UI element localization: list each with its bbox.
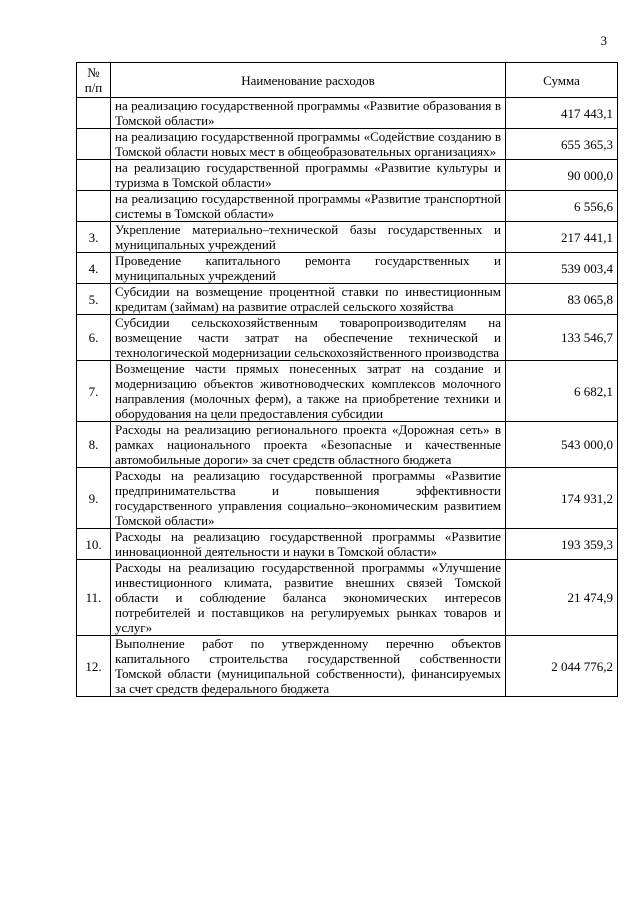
table-header-row — [77, 63, 618, 98]
row-name: на реализацию государственной программы «Развитие культуры и туризма в Томской области» — [111, 160, 506, 191]
row-sum: 655 365,3 — [506, 129, 618, 160]
table-row — [77, 284, 618, 315]
row-sum: 83 065,8 — [506, 284, 618, 315]
row-name: Субсидии сельскохозяйственным товаропроизводителям на возмещение части затрат на обеспечение технической и технологической модернизации сельскохозяйственного производства — [111, 315, 506, 361]
row-number: 10. — [77, 529, 111, 560]
row-sum: 539 003,4 — [506, 253, 618, 284]
header-number: № п/п — [77, 63, 111, 98]
row-sum: 543 000,0 — [506, 422, 618, 468]
row-name: на реализацию государственной программы «Содействие созданию в Томской области новых мест в общеобразовательных организациях» — [111, 129, 506, 160]
row-number — [77, 129, 111, 160]
table-row — [77, 361, 618, 422]
table-row — [77, 222, 618, 253]
row-number: 4. — [77, 253, 111, 284]
page-number: 3 — [600, 33, 607, 48]
row-name: Укрепление материально–технической базы государственных и муниципальных учреждений — [111, 222, 506, 253]
row-name: Выполнение работ по утвержденному перечню объектов капитального строительства государственной собственности Томской области (муниципальной собственности), финансируемых за счет средств федерального бюджета — [111, 636, 506, 697]
table-row — [77, 468, 618, 529]
row-number: 7. — [77, 361, 111, 422]
row-number: 8. — [77, 422, 111, 468]
row-name: Расходы на реализацию государственной программы «Развитие инновационной деятельности и науки в Томской области» — [111, 529, 506, 560]
table-row — [77, 160, 618, 191]
row-number: 12. — [77, 636, 111, 697]
row-sum: 21 474,9 — [506, 560, 618, 636]
row-sum: 90 000,0 — [506, 160, 618, 191]
row-name: Расходы на реализацию государственной программы «Развитие предпринимательства и повышения эффективности государственного управления социально–экономическим развитием Томской области» — [111, 468, 506, 529]
row-number: 11. — [77, 560, 111, 636]
row-name: Проведение капитального ремонта государственных и муниципальных учреждений — [111, 253, 506, 284]
table-row — [77, 98, 618, 129]
row-sum: 6 556,6 — [506, 191, 618, 222]
row-number — [77, 191, 111, 222]
table-row — [77, 129, 618, 160]
row-sum: 217 441,1 — [506, 222, 618, 253]
header-sum: Сумма — [506, 63, 618, 98]
row-sum: 174 931,2 — [506, 468, 618, 529]
table-row — [77, 636, 618, 697]
table-row — [77, 422, 618, 468]
table-row — [77, 191, 618, 222]
row-number: 3. — [77, 222, 111, 253]
table-row — [77, 253, 618, 284]
table-row — [77, 560, 618, 636]
row-number: 6. — [77, 315, 111, 361]
table-row — [77, 315, 618, 361]
row-sum: 6 682,1 — [506, 361, 618, 422]
row-number: 9. — [77, 468, 111, 529]
row-name: на реализацию государственной программы «Развитие образования в Томской области» — [111, 98, 506, 129]
row-name: Возмещение части прямых понесенных затрат на создание и модернизацию объектов животноводческих комплексов молочного направления (молочных ферм), а также на приобретение техники и оборудования на цели предоставления субсидии — [111, 361, 506, 422]
row-sum: 193 359,3 — [506, 529, 618, 560]
row-number: 5. — [77, 284, 111, 315]
row-number — [77, 98, 111, 129]
table-row — [77, 529, 618, 560]
row-number — [77, 160, 111, 191]
header-name: Наименование расходов — [111, 63, 506, 98]
row-name: Расходы на реализацию государственной программы «Улучшение инвестиционного климата, развитие внешних связей Томской области и соблюдение баланса экономических интересов потребителей и поставщиков на регулируемых рынках товаров и услуг» — [111, 560, 506, 636]
row-sum: 417 443,1 — [506, 98, 618, 129]
row-sum: 2 044 776,2 — [506, 636, 618, 697]
row-name: Расходы на реализацию регионального проекта «Дорожная сеть» в рамках национального проекта «Безопасные и качественные автомобильные дороги» за счет средств областного бюджета — [111, 422, 506, 468]
expenses-table — [76, 62, 618, 697]
row-name: на реализацию государственной программы «Развитие транспортной системы в Томской области» — [111, 191, 506, 222]
row-name: Субсидии на возмещение процентной ставки по инвестиционным кредитам (займам) на развитие отраслей сельского хозяйства — [111, 284, 506, 315]
row-sum: 133 546,7 — [506, 315, 618, 361]
